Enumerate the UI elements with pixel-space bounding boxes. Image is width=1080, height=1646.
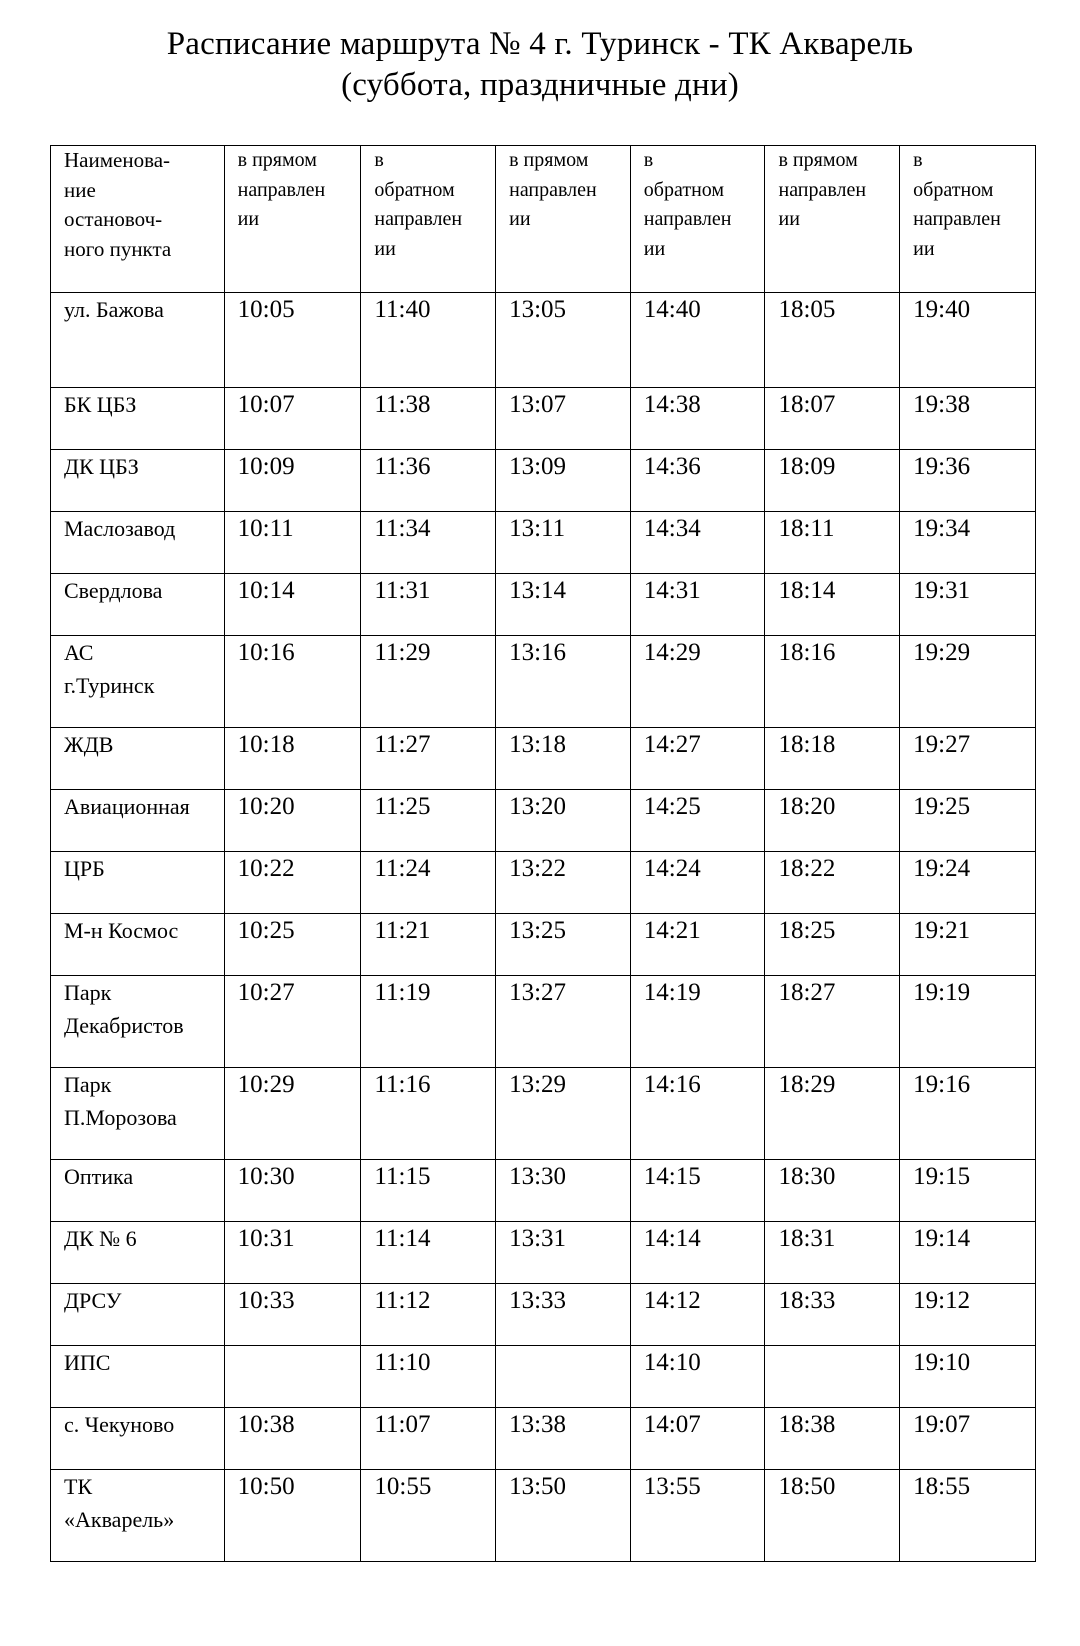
stop-name: П.Морозова (64, 1105, 177, 1130)
time-cell: 14:15 (630, 1160, 765, 1222)
table-row (51, 1222, 1036, 1284)
time-cell: 19:29 (900, 636, 1036, 728)
header-text-line: обратном (913, 178, 994, 201)
time-cell: 10:20 (224, 790, 361, 852)
time-cell (765, 1346, 900, 1408)
header-text-line: направлен (374, 208, 463, 230)
time-cell: 18:29 (765, 1068, 900, 1160)
table-row (51, 1346, 1036, 1408)
time-cell: 19:16 (900, 1068, 1036, 1160)
header-direction-3 (496, 146, 631, 293)
time-cell: 13:09 (496, 450, 631, 512)
stop-name: АС (64, 640, 94, 665)
time-cell: 11:27 (361, 728, 496, 790)
header-text-line: Наименова- (64, 148, 171, 172)
table-row (51, 914, 1036, 976)
time-cell: 19:24 (900, 852, 1036, 914)
time-cell: 11:29 (361, 636, 496, 728)
header-text-line: в (913, 149, 923, 171)
time-cell: 11:10 (361, 1346, 496, 1408)
time-cell: 14:36 (630, 450, 765, 512)
time-cell: 13:55 (630, 1470, 765, 1562)
time-cell: 11:34 (361, 512, 496, 574)
time-cell: 13:07 (496, 388, 631, 450)
time-cell: 10:50 (224, 1470, 361, 1562)
time-cell: 18:18 (765, 728, 900, 790)
table-row (51, 976, 1036, 1068)
time-cell: 14:31 (630, 574, 765, 636)
time-cell: 10:27 (224, 976, 361, 1068)
time-cell: 11:12 (361, 1284, 496, 1346)
time-cell: 10:55 (361, 1470, 496, 1562)
stop-name-cell (51, 728, 225, 790)
time-cell: 13:29 (496, 1068, 631, 1160)
time-cell: 19:40 (900, 293, 1036, 388)
stop-name: ЖДВ (64, 732, 114, 757)
time-cell: 13:22 (496, 852, 631, 914)
header-direction-1 (224, 146, 361, 293)
time-cell: 18:09 (765, 450, 900, 512)
table-row (51, 450, 1036, 512)
stop-name-cell (51, 790, 225, 852)
time-cell: 13:18 (496, 728, 631, 790)
time-cell: 14:12 (630, 1284, 765, 1346)
time-cell: 10:16 (224, 636, 361, 728)
time-cell: 10:38 (224, 1408, 361, 1470)
time-cell: 19:12 (900, 1284, 1036, 1346)
time-cell: 18:20 (765, 790, 900, 852)
stop-name-cell (51, 1408, 225, 1470)
page-title (0, 24, 1080, 106)
time-cell: 14:34 (630, 512, 765, 574)
time-cell: 11:36 (361, 450, 496, 512)
schedule-table (50, 145, 1036, 1562)
time-cell: 13:25 (496, 914, 631, 976)
time-cell: 13:33 (496, 1284, 631, 1346)
title-line-1: Расписание маршрута № 4 г. Туринск - ТК Акварель (166, 26, 914, 62)
header-row (51, 146, 1036, 293)
time-cell: 13:50 (496, 1470, 631, 1562)
time-cell: 14:10 (630, 1346, 765, 1408)
table-row (51, 790, 1036, 852)
table-row (51, 512, 1036, 574)
time-cell: 14:07 (630, 1408, 765, 1470)
time-cell: 19:10 (900, 1346, 1036, 1408)
time-cell: 11:19 (361, 976, 496, 1068)
table-row (51, 293, 1036, 388)
time-cell: 11:40 (361, 293, 496, 388)
header-text-line: ного пункта (64, 236, 172, 261)
stop-name: г.Туринск (64, 673, 155, 698)
time-cell: 19:27 (900, 728, 1036, 790)
time-cell: 11:21 (361, 914, 496, 976)
stop-name-cell (51, 636, 225, 728)
header-text-line: ии (509, 208, 531, 230)
time-cell: 19:21 (900, 914, 1036, 976)
table-row (51, 1160, 1036, 1222)
header-text-line: ии (374, 237, 396, 260)
header-text-line: обратном (643, 178, 725, 201)
header-text-line: направлен (643, 208, 732, 230)
stop-name: с. Чекуново (64, 1412, 175, 1437)
header-direction-6 (900, 146, 1036, 293)
header-text-line: в (374, 149, 384, 171)
table-row (51, 574, 1036, 636)
stop-name: «Акварель» (64, 1507, 175, 1532)
time-cell: 11:25 (361, 790, 496, 852)
time-cell: 11:14 (361, 1222, 496, 1284)
stop-name-cell (51, 450, 225, 512)
table-row (51, 1470, 1036, 1562)
time-cell: 14:40 (630, 293, 765, 388)
time-cell: 13:05 (496, 293, 631, 388)
stop-name-cell (51, 976, 225, 1068)
time-cell: 10:09 (224, 450, 361, 512)
header-direction-4 (630, 146, 765, 293)
stop-name-cell (51, 1160, 225, 1222)
time-cell: 10:31 (224, 1222, 361, 1284)
time-cell: 13:38 (496, 1408, 631, 1470)
time-cell: 19:36 (900, 450, 1036, 512)
header-text-line: ние (64, 177, 96, 202)
time-cell: 10:05 (224, 293, 361, 388)
time-cell: 11:07 (361, 1408, 496, 1470)
stop-name: БК ЦБЗ (64, 392, 137, 417)
time-cell: 14:27 (630, 728, 765, 790)
stop-name: Маслозавод (64, 516, 176, 541)
time-cell: 13:30 (496, 1160, 631, 1222)
stop-name: ДК № 6 (64, 1226, 137, 1251)
time-cell: 18:30 (765, 1160, 900, 1222)
stop-name-cell (51, 852, 225, 914)
time-cell: 10:30 (224, 1160, 361, 1222)
time-cell: 10:22 (224, 852, 361, 914)
time-cell: 19:14 (900, 1222, 1036, 1284)
time-cell: 14:14 (630, 1222, 765, 1284)
header-text-line: направлен (509, 178, 597, 201)
stop-name: Парк (64, 980, 112, 1005)
header-text-line: в прямом (509, 149, 589, 171)
time-cell: 14:24 (630, 852, 765, 914)
time-cell: 18:50 (765, 1470, 900, 1562)
time-cell: 18:11 (765, 512, 900, 574)
table-row (51, 388, 1036, 450)
time-cell: 19:31 (900, 574, 1036, 636)
time-cell: 13:14 (496, 574, 631, 636)
header-text-line: направлен (913, 208, 1001, 230)
time-cell: 19:07 (900, 1408, 1036, 1470)
stop-name-cell (51, 1470, 225, 1562)
time-cell: 10:11 (224, 512, 361, 574)
time-cell: 13:16 (496, 636, 631, 728)
time-cell: 13:20 (496, 790, 631, 852)
header-direction-5 (765, 146, 900, 293)
time-cell: 18:22 (765, 852, 900, 914)
header-direction-2 (361, 146, 496, 293)
time-cell: 11:38 (361, 388, 496, 450)
stop-name-cell (51, 1284, 225, 1346)
time-cell: 18:07 (765, 388, 900, 450)
time-cell (224, 1346, 361, 1408)
stop-name-cell (51, 914, 225, 976)
stop-name-cell (51, 1222, 225, 1284)
title-line-2: (суббота, праздничные дни) (341, 67, 739, 103)
stop-name-cell (51, 1068, 225, 1160)
time-cell: 10:18 (224, 728, 361, 790)
time-cell: 18:25 (765, 914, 900, 976)
header-text-line: в прямом (778, 149, 858, 171)
time-cell: 14:16 (630, 1068, 765, 1160)
table-row (51, 852, 1036, 914)
time-cell: 10:29 (224, 1068, 361, 1160)
stop-name: ИПС (64, 1350, 111, 1375)
header-text-line: в прямом (237, 149, 317, 171)
time-cell: 18:33 (765, 1284, 900, 1346)
time-cell: 19:38 (900, 388, 1036, 450)
time-cell: 19:15 (900, 1160, 1036, 1222)
stop-name: ДК ЦБЗ (64, 454, 139, 479)
time-cell: 19:19 (900, 976, 1036, 1068)
header-text-line: обратном (374, 178, 455, 201)
stop-name-cell (51, 388, 225, 450)
header-stop-name (51, 146, 225, 293)
time-cell: 19:34 (900, 512, 1036, 574)
header-text-line: ии (778, 208, 800, 230)
time-cell: 10:33 (224, 1284, 361, 1346)
time-cell: 18:38 (765, 1408, 900, 1470)
table-row (51, 1284, 1036, 1346)
stop-name: Парк (64, 1072, 112, 1097)
time-cell: 11:24 (361, 852, 496, 914)
stop-name: Оптика (64, 1164, 134, 1189)
stop-name-cell (51, 574, 225, 636)
stop-name: Декабристов (64, 1013, 184, 1038)
time-cell: 10:25 (224, 914, 361, 976)
header-text-line: остановоч- (64, 207, 163, 231)
time-cell: 11:16 (361, 1068, 496, 1160)
stop-name: ЦРБ (64, 856, 105, 881)
stop-name: Авиационная (64, 794, 190, 819)
time-cell: 10:14 (224, 574, 361, 636)
time-cell: 14:21 (630, 914, 765, 976)
table-row (51, 728, 1036, 790)
header-text-line: ии (237, 208, 260, 230)
header-text-line: ии (913, 237, 935, 260)
table-row (51, 1408, 1036, 1470)
time-cell: 11:31 (361, 574, 496, 636)
stop-name: Свердлова (64, 578, 163, 603)
time-cell: 10:07 (224, 388, 361, 450)
time-cell: 18:14 (765, 574, 900, 636)
table-row (51, 1068, 1036, 1160)
time-cell: 14:38 (630, 388, 765, 450)
header-text-line: в (643, 149, 654, 171)
stop-name-cell (51, 293, 225, 388)
time-cell: 13:11 (496, 512, 631, 574)
time-cell: 18:27 (765, 976, 900, 1068)
time-cell: 18:05 (765, 293, 900, 388)
time-cell: 14:25 (630, 790, 765, 852)
header-text-line: ии (643, 237, 666, 260)
time-cell: 19:25 (900, 790, 1036, 852)
stop-name: ТК (64, 1474, 93, 1499)
time-cell: 18:16 (765, 636, 900, 728)
time-cell: 14:29 (630, 636, 765, 728)
time-cell (496, 1346, 631, 1408)
stop-name-cell (51, 512, 225, 574)
header-text-line: направлен (237, 178, 326, 201)
time-cell: 14:19 (630, 976, 765, 1068)
table-row (51, 636, 1036, 728)
time-cell: 18:55 (900, 1470, 1036, 1562)
stop-name: ДРСУ (64, 1288, 122, 1313)
stop-name: М-н Космос (64, 918, 179, 943)
stop-name-cell (51, 1346, 225, 1408)
time-cell: 13:27 (496, 976, 631, 1068)
header-text-line: направлен (778, 178, 867, 201)
time-cell: 11:15 (361, 1160, 496, 1222)
time-cell: 18:31 (765, 1222, 900, 1284)
stop-name: ул. Бажова (64, 297, 164, 322)
time-cell: 13:31 (496, 1222, 631, 1284)
